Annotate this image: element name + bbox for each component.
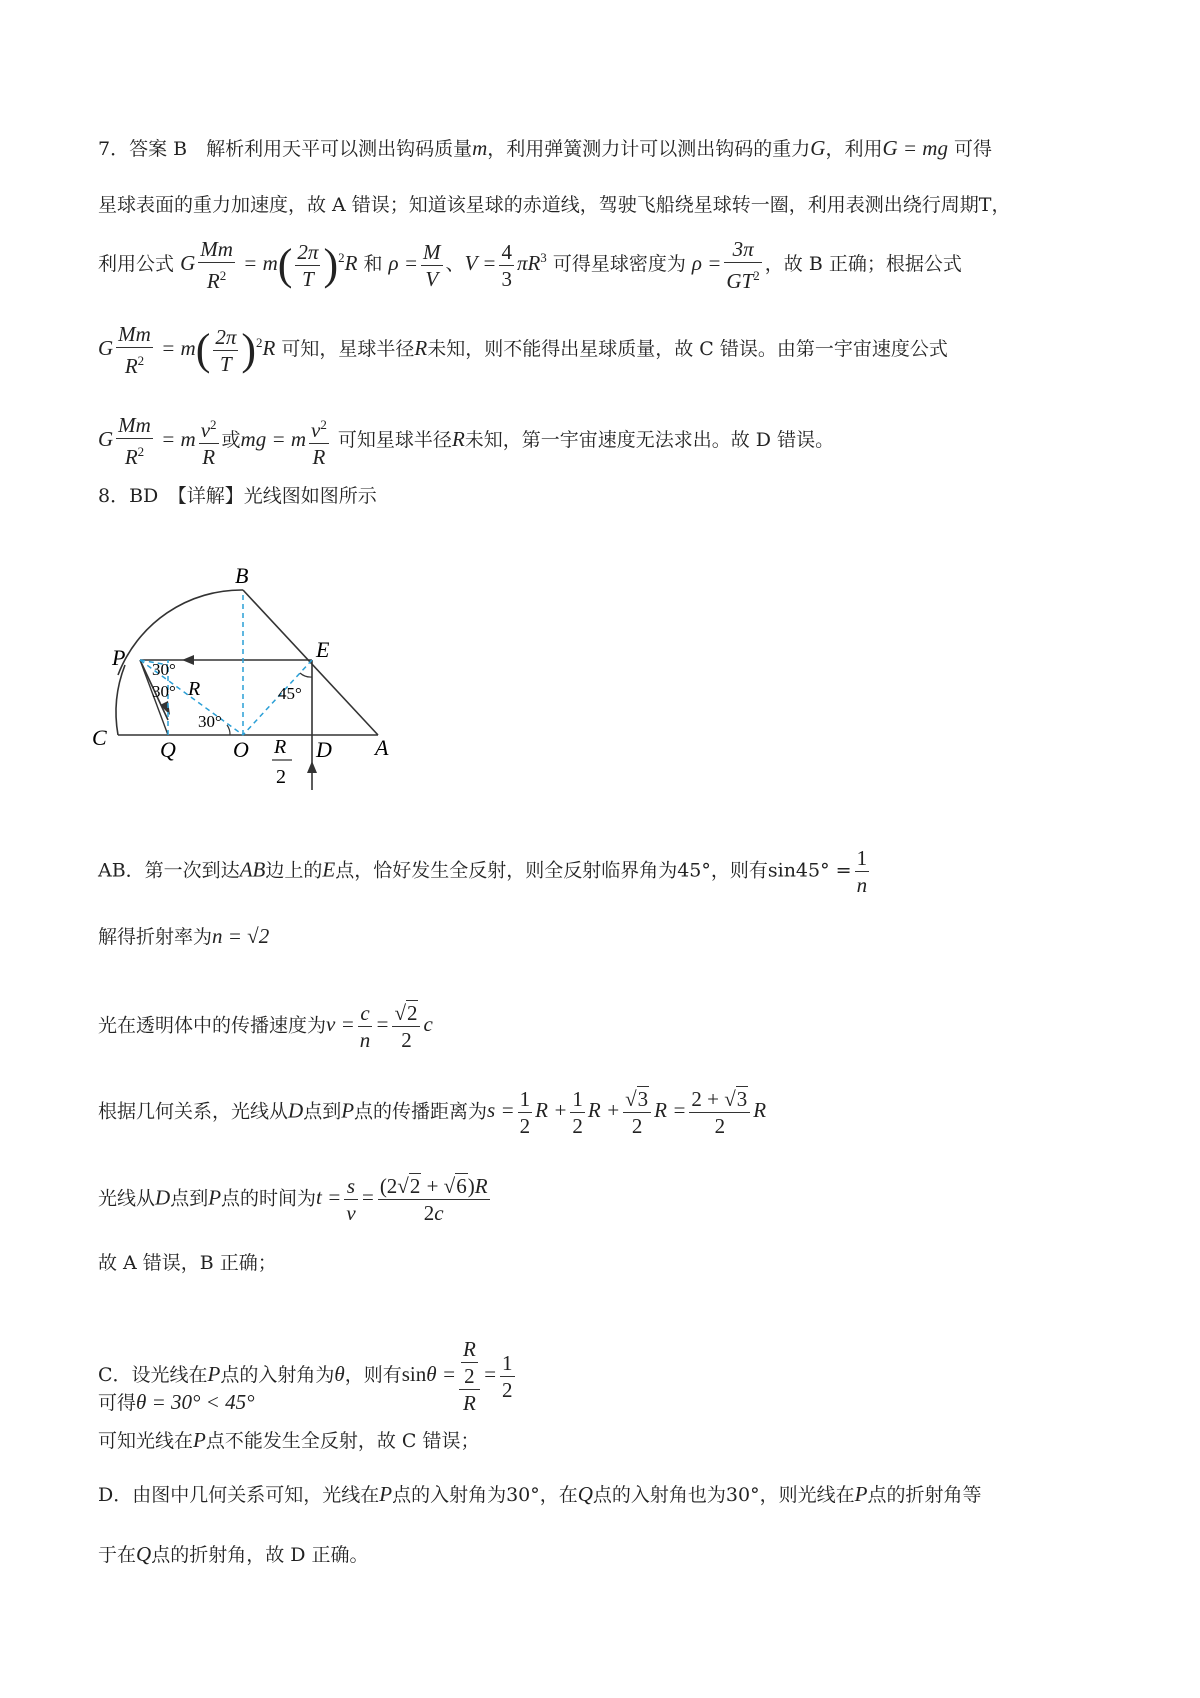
refractive-index: n = √2: [212, 924, 270, 948]
label-R: R: [188, 678, 201, 700]
formula-density: ρ = $\frac{M}{V}$: [388, 239, 441, 291]
q8-ab-line-4: 根据几何关系，光线从D点到P点的传播距离为s = $\frac{1}{2}$ R + $\frac{1}{2}$ R + $\frac{√3}{2}$ R = $\frac{2 + √3}{2}$ R: [98, 1087, 767, 1138]
formula-sin-theta: sinθ = $\frac{\frac{R}{2}}{R}$ = $\frac{1}{2}$: [401, 1337, 513, 1415]
light-ray-diagram: [90, 555, 420, 795]
label-angle-30-c: 30°: [198, 712, 222, 731]
q8-c-line-1: C．设光线在P点的入射角为θ，则有sinθ = $\frac{\frac{R}{2}}{R}$ = $\frac{1}{2}$: [98, 1336, 518, 1416]
label-R-half-den: 2: [276, 766, 286, 788]
q8-d-line-1: D．由图中几何关系可知，光线在P点的入射角为30°，在Q点的入射角也为30°，则光线在P点的折射角等: [98, 1482, 982, 1506]
arrow-left: [182, 655, 194, 665]
q7-line-5: G $\frac{Mm}{R^2}$ = m $\frac{v^2}{R}$ 或mg = m $\frac{v^2}{R}$ 可知星球半径R未知，第一宇宙速度无法求出。故 D 错误。: [98, 413, 835, 469]
label-O: O: [233, 737, 249, 762]
equation-g-mg: G = mg: [882, 136, 948, 160]
q7-line-2: 星球表面的重力加速度，故 A 错误；知道该星球的赤道线，驾驶飞船绕星球转一圈，利用表测出绕行周期T，: [98, 194, 1011, 216]
q8-c-line-2: 可得θ = 30° < 45°: [98, 1390, 255, 1414]
q8-ab-line-6: 故 A 错误，B 正确；: [98, 1252, 277, 1274]
q7-line-4: G $\frac{Mm}{R^2}$ = m( $\frac{2\pi}{T}$ )$^2$R 可知，星球半径R未知，则不能得出星球质量，故 C 错误。由第一宇宙速度公式: [98, 322, 948, 378]
label-P: P: [112, 645, 126, 670]
q8-ab-line-2: 解得折射率为n = √2: [98, 924, 270, 948]
label-B: B: [235, 563, 249, 588]
label-angle-45: 45°: [278, 684, 302, 703]
semicircle-arc: [118, 590, 243, 675]
label-R-half-num: R: [274, 736, 287, 758]
q8-d-line-2: 于在Q点的折射角，故 D 正确。: [98, 1542, 369, 1566]
q7-line-1: 7．答案 B 解析利用天平可以测出钩码质量m，利用弹簧测力计可以测出钩码的重力G，利用G = mg 可得: [98, 136, 993, 160]
q8-c-line-3: 可知光线在P点不能发生全反射，故 C 错误；: [98, 1428, 480, 1452]
formula-first-cosmic-velocity: G $\frac{Mm}{R^2}$ = m $\frac{v^2}{R}$: [98, 413, 217, 469]
theta-result: θ = 30° < 45°: [136, 1390, 255, 1414]
q8-ab-line-1: AB．第一次到达AB边上的E点，恰好发生全反射，则全反射临界角为45°，则有sin45° = $\frac{1}{n}$: [98, 845, 872, 898]
fraction-1-over-n: $\frac{1}{n}$: [856, 846, 868, 897]
formula-density-result: ρ = $\frac{3\pi}{GT^2}$: [691, 237, 760, 293]
formula-distance: s = $\frac{1}{2}$ R + $\frac{1}{2}$ R + $\frac{√3}{2}$ R = $\frac{2 + √3}{2}$ R: [487, 1087, 767, 1138]
formula-gravitation: G $\frac{Mm}{R^2}$ = m( $\frac{2\pi}{T}$ )$^2$R: [180, 237, 358, 293]
arc-lower: [116, 665, 125, 735]
label-C: C: [92, 725, 107, 750]
label-D: D: [316, 737, 332, 762]
gravity-symbol: G: [810, 136, 826, 160]
label-angle-30-b: 30°: [152, 682, 176, 701]
arrow-up: [307, 761, 317, 773]
label-Q: Q: [160, 737, 176, 762]
label-A: A: [375, 735, 389, 760]
formula-mg: mg = m $\frac{v^2}{R}$: [241, 427, 332, 451]
label-angle-30-a: 30°: [152, 660, 176, 679]
q8-header: 8．BD 【详解】光线图如图所示: [98, 485, 377, 507]
formula-volume: V = $\frac{4}{3}$ $\pi R^3$: [464, 239, 547, 291]
formula-gravitation-2: G $\frac{Mm}{R^2}$ = m( $\frac{2\pi}{T}$ )$^2$R: [98, 322, 276, 378]
mass-symbol: m: [472, 136, 488, 160]
q8-ab-line-5: 光线从D点到P点的时间为t = $\frac{s}{v}$ = $\frac{(2√2 + √6)R}{2c}$: [98, 1173, 493, 1226]
q8-ab-line-3: 光在透明体中的传播速度为v = $\frac{c}{n}$ = $\frac{√2}{2}$ c: [98, 1001, 433, 1052]
formula-time: t = $\frac{s}{v}$ = $\frac{(2√2 + √6)R}{2c}$: [316, 1174, 488, 1225]
label-E: E: [316, 637, 330, 662]
q7-line-3: 利用公式 G $\frac{Mm}{R^2}$ = m( $\frac{2\pi}{T}$ )$^2$R 和 ρ = $\frac{M}{V}$ 、V = $\frac{4}{3}$ $\pi R^3$ 可得星球密度为 ρ = $\frac{3\pi}{GT^2}$ ，故 B 正确；根据公式: [98, 237, 962, 293]
formula-speed: v = $\frac{c}{n}$ = $\frac{√2}{2}$ c: [326, 1001, 433, 1052]
